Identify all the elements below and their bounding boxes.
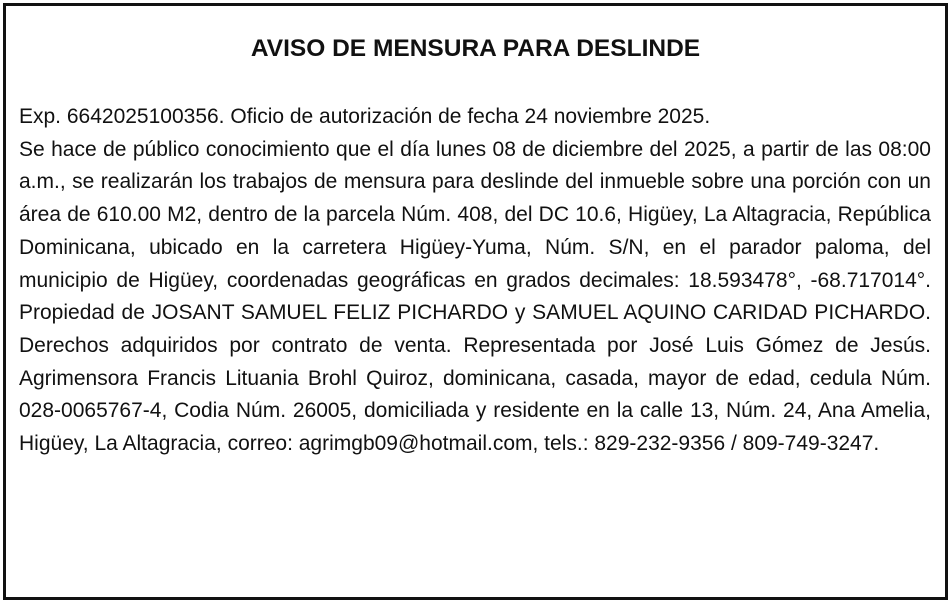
notice-frame: [3, 3, 948, 600]
notice-title: AVISO DE MENSURA PARA DESLINDE: [250, 35, 701, 62]
notice-paragraph: Se hace de público conocimiento que el día lunes 08 de diciembre del 2025, a partir de las 08:00 a.m., se realizarán los trabajos de mensura para deslinde del inmueble sobre una porción con un área de 610.00 M2, dentro de la parcela Núm. 408, del DC 10.6, Higüey, La Altagracia, República Dominicana, ubicado en la carretera Higüey-Yuma, Núm. S/N, en el parador paloma, del municipio de Higüey, coordenadas geográficas en grados decimales: 18.593478°, -68.717014°. Propiedad de JOSANT SAMUEL FELIZ PICHARDO y SAMUEL AQUINO CARIDAD PICHARDO. Derechos adquiridos por contrato de venta. Representada por José Luis Gómez de Jesús. Agrimensora Francis Lituania Brohl Quiroz, dominicana, casada, mayor de edad, cedula Núm. 028-0065767-4, Codia Núm. 26005, domiciliada y residente en la calle 13, Núm. 24, Ana Amelia, Higüey, La Altagracia, correo: agrimgb09@hotmail.com, tels.: 829-232-9356 / 809-749-3247.: [19, 137, 931, 456]
reference-line: Exp. 6642025100356. Oficio de autorización de fecha 24 noviembre 2025.: [19, 105, 711, 128]
notice-body: [19, 101, 931, 461]
